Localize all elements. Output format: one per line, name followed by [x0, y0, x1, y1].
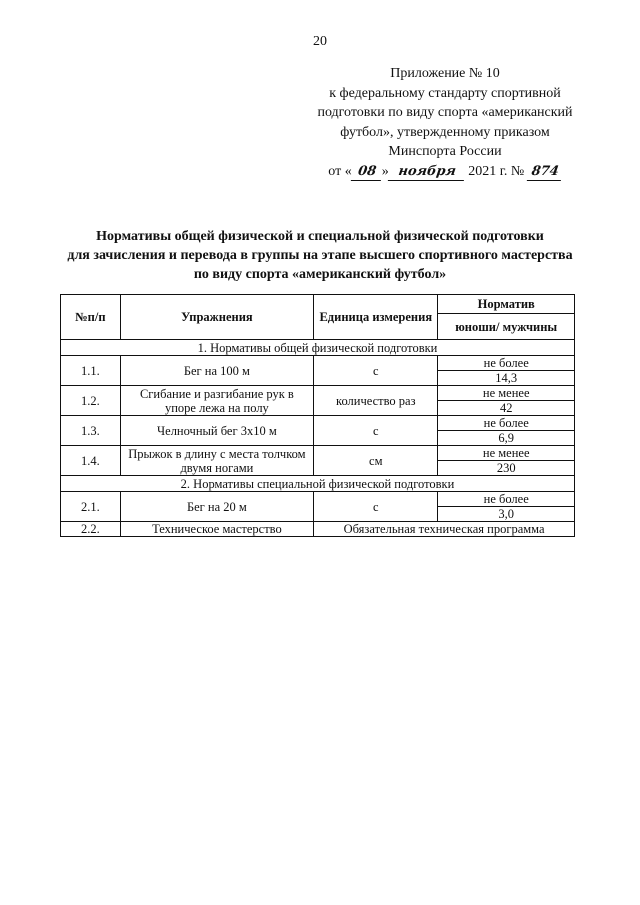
row-unit: с — [314, 416, 438, 446]
row-exercise: Бег на 20 м — [120, 492, 313, 522]
row-value: 6,9 — [438, 431, 575, 446]
header-exercise: Упражнения — [120, 295, 313, 340]
row-unit: с — [314, 356, 438, 386]
row-qualifier: не более — [438, 416, 575, 431]
row-exercise: Техническое мастерство — [120, 522, 313, 537]
row-value: 42 — [438, 401, 575, 416]
annex-line: Приложение № 10 — [390, 66, 500, 81]
row-qualifier: не более — [438, 356, 575, 371]
row-qualifier: не менее — [438, 386, 575, 401]
header-num: №п/п — [61, 295, 121, 340]
annex-header — [300, 64, 590, 181]
row-value: 14,3 — [438, 371, 575, 386]
row-qualifier: не более — [438, 492, 575, 507]
row-num: 2.2. — [61, 522, 121, 537]
row-value: 3,0 — [438, 507, 575, 522]
section-title: 2. Нормативы специальной физической подготовки — [61, 476, 575, 492]
handwritten-month: ноября — [388, 164, 466, 181]
row-exercise: Бег на 100 м — [120, 356, 313, 386]
header-norm-sub: юноши/ мужчины — [438, 314, 575, 340]
header-norm: Норматив — [438, 295, 575, 314]
row-num: 1.3. — [61, 416, 121, 446]
row-unit: количество раз — [314, 386, 438, 416]
row-value: 230 — [438, 461, 575, 476]
annex-line: к федеральному стандарту спортивной — [329, 85, 561, 101]
row-num: 2.1. — [61, 492, 121, 522]
title-line: для зачисления и перевода в группы на этапе высшего спортивного мастерства — [67, 248, 573, 263]
row-exercise: Челночный бег 3х10 м — [120, 416, 313, 446]
row-requirement: Обязательная техническая программа — [314, 522, 575, 537]
row-num: 1.4. — [61, 446, 121, 476]
row-exercise: Прыжок в длину с места толчком двумя ногами — [120, 446, 313, 476]
page-number: 20 — [313, 34, 327, 49]
annex-line: подготовки по виду спорта «американский — [317, 105, 573, 120]
row-qualifier: не менее — [438, 446, 575, 461]
date-year: 2021 г. № — [468, 163, 525, 179]
annex-line: Минспорта России — [388, 144, 502, 159]
row-unit: с — [314, 492, 438, 522]
handwritten-order-number: 874 — [527, 164, 563, 181]
row-exercise: Сгибание и разгибание рук в упоре лежа на полу — [120, 386, 313, 416]
order-date-line — [300, 162, 590, 182]
date-prefix: от « — [328, 163, 352, 179]
norms-table — [60, 294, 575, 537]
handwritten-day: 08 — [351, 164, 383, 181]
row-unit: см — [314, 446, 438, 476]
row-num: 1.1. — [61, 356, 121, 386]
date-mid: » — [381, 163, 389, 179]
header-unit: Единица измерения — [314, 295, 438, 340]
document-title — [0, 227, 640, 284]
row-num: 1.2. — [61, 386, 121, 416]
title-line: по виду спорта «американский футбол» — [193, 267, 447, 282]
annex-line: футбол», утвержденному приказом — [340, 124, 550, 140]
title-line: Нормативы общей физической и специальной физической подготовки — [96, 229, 544, 244]
section-title: 1. Нормативы общей физической подготовки — [61, 340, 575, 356]
